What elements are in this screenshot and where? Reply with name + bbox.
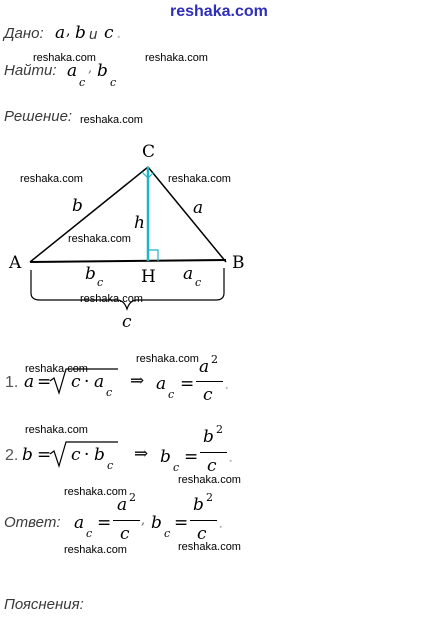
label-bc-sub: c [97, 276, 104, 289]
step1-end: . [224, 374, 230, 394]
step2-frac-den: c [207, 456, 217, 476]
label-c: c [122, 312, 132, 332]
answer-b-exp: 2 [206, 491, 213, 504]
step1-res-sub: c [168, 388, 175, 401]
label-bc: b [85, 264, 96, 284]
vertex-H: H [141, 267, 156, 287]
given-b: b [75, 23, 86, 43]
step2-rad-c: c [71, 445, 81, 465]
answer-eq2: = [174, 513, 189, 533]
answer-a-exp: 2 [129, 491, 136, 504]
given-a: a [55, 23, 66, 43]
find-b-sub: c [110, 76, 117, 89]
answer-sep: , [141, 513, 146, 528]
watermark: reshaka.com [25, 424, 88, 436]
step2-number: 2. [5, 447, 19, 464]
step2-frac-exp: 2 [216, 423, 223, 436]
label-ac: a [183, 264, 194, 284]
watermark: reshaka.com [178, 474, 241, 486]
step1-number: 1. [5, 374, 19, 391]
find-a-sub: c [79, 76, 86, 89]
answer-label: Ответ: [4, 514, 61, 531]
step2-rad-b: b [94, 445, 105, 465]
answer-a-den: c [120, 524, 130, 544]
answer-a-top: a [117, 495, 128, 515]
step2-arrow: ⇒ [134, 444, 149, 464]
label-a: a [193, 198, 204, 218]
find-label: Найти: [4, 62, 57, 79]
step1-res: a [156, 374, 167, 394]
step2-dot: · [84, 445, 90, 465]
answer-end: . [218, 513, 224, 533]
step2-res: b [160, 447, 171, 467]
step2-lhs: b [22, 445, 33, 465]
step2-eq: = [37, 445, 52, 465]
step1-rad-c: c [71, 372, 81, 392]
step1-frac-top: a [199, 357, 210, 377]
step2-rad-sub: c [107, 459, 114, 472]
answer-b-bar [190, 520, 217, 521]
answer-b-den: c [197, 524, 207, 544]
label-ac-sub: c [195, 276, 202, 289]
solution-label: Решение: [4, 108, 73, 125]
vertex-A: A [9, 253, 22, 273]
answer-b-sub: c [164, 527, 171, 540]
watermark: reshaka.com [80, 114, 143, 126]
watermark: reshaka.com [136, 353, 199, 365]
watermark: reshaka.com [20, 173, 83, 185]
watermark-top: reshaka.com [170, 3, 268, 20]
watermark: reshaka.com [145, 52, 208, 64]
label-b: b [72, 196, 83, 216]
watermark: reshaka.com [68, 233, 131, 245]
step1-rad-a: a [94, 372, 105, 392]
step2-end: . [228, 447, 234, 467]
step2-frac-bar [200, 452, 227, 453]
watermark: reshaka.com [33, 52, 96, 64]
given-end: . [116, 23, 122, 43]
step1-dot: · [84, 372, 90, 392]
answer-a-bar [113, 520, 140, 521]
answer-a: a [74, 513, 85, 533]
vertex-C: C [142, 142, 156, 162]
answer-eq1: = [97, 513, 112, 533]
step1-lhs: a [24, 372, 35, 392]
step1-eq2: = [180, 374, 195, 394]
find-sep: , [88, 61, 93, 76]
step1-rad-sub: c [106, 386, 113, 399]
explanations-label: Пояснения: [4, 596, 84, 613]
step2-frac-top: b [203, 427, 214, 447]
find-a: a [67, 61, 78, 81]
watermark: reshaka.com [178, 541, 241, 553]
given-comma: , [66, 23, 71, 39]
given-c: c [104, 23, 114, 43]
watermark: reshaka.com [25, 363, 88, 375]
answer-b-top: b [193, 495, 204, 515]
given-and: и [89, 26, 98, 43]
watermark: reshaka.com [168, 173, 231, 185]
step1-frac-den: c [203, 385, 213, 405]
step1-frac-exp: 2 [211, 353, 218, 366]
find-b: b [97, 61, 108, 81]
step1-eq: = [37, 372, 52, 392]
answer-a-sub: c [86, 527, 93, 540]
watermark: reshaka.com [64, 544, 127, 556]
vertex-B: B [232, 253, 245, 273]
watermark: reshaka.com [64, 486, 127, 498]
step2-res-sub: c [173, 461, 180, 474]
answer-b: b [151, 513, 162, 533]
step1-arrow: ⇒ [130, 371, 145, 391]
given-label: Дано: [4, 25, 44, 42]
watermark: reshaka.com [80, 293, 143, 305]
step2-eq2: = [184, 447, 199, 467]
label-h: h [134, 213, 145, 233]
